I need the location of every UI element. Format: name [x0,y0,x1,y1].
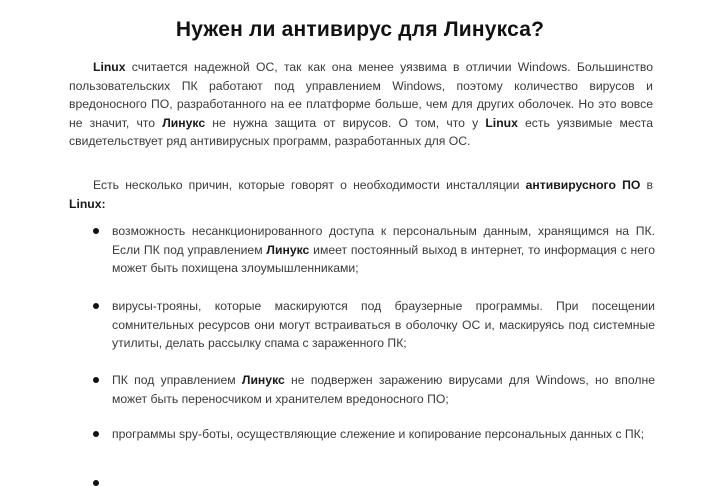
list-item [95,222,655,278]
list-item-text-b: имеет постоянный выход в интернет, то информация с него может быть похищена злоумышленниками; [112,242,655,276]
reasons-intro-paragraph [69,176,653,213]
bullet-icon [93,431,99,437]
bullet-icon [93,377,99,383]
bullet-icon [93,303,99,309]
list-item [95,425,655,444]
list-item-text-a: ПК под управлением [112,373,242,387]
reasons-text-b: в [640,178,653,192]
term-linux-2: Linux [485,115,518,130]
term-linux-3: Linux [69,196,102,211]
list-item-text-b: не подвержен заражению вирусами для Windows, но вполне может быть переносчиком и хранителем вредоносного ПО; [112,373,655,406]
list-item-text [95,425,655,444]
intro-text-c: есть уязвимые места свидетельствует ряд антивирусных программ, разработанных для ОС. [69,115,653,149]
reasons-text-a: Есть несколько причин, которые говорят о необходимости инсталляции [93,178,526,192]
list-item-text-a: возможность несанкционированного доступа к персональным данным, хранящимся на ПК. Если ПК под управлением [112,224,655,257]
list-item-text [95,297,655,353]
intro-paragraph [69,58,653,151]
list-item-term: Линукс [241,373,285,387]
intro-text-a: считается надежной ОС, так как она менее уязвима в отличии Windows. Большинство пользовательских ПК работают под управлением Windows, поэтому количество вирусов и вредоносного ПО, разработанного на ее платформе больше, чем для других оболочек. Но это вовсе не значит, что [69,60,653,130]
list-item-text [95,222,655,278]
bullet-icon [93,480,99,486]
intro-text-b: не нужна защита от вирусов. О том, что у [205,115,486,130]
term-linux: Linux [93,60,126,74]
bullet-icon [93,228,99,234]
term-antivirus: антивирусного ПО [525,178,641,192]
reasons-text-c: : [101,196,106,211]
list-item-term: Линукс [266,242,310,257]
list-item-text-a: программы spy-боты, осуществляющие слежение и копирование персональных данных с ПК; [112,427,645,441]
term-linux-ru: Линукс [162,115,206,130]
list-item [95,297,655,353]
list-item-text-a: вирусы-трояны, которые маскируются под браузерные программы. При посещении сомнительных ресурсов они могут встраиваться в оболочку ОС и, маскируясь под системные утилиты, делать рассылку спама с зараженного ПК; [112,299,655,351]
list-item-text [95,371,655,408]
list-item [95,371,655,408]
page-title: Нужен ли антивирус для Линукса? [175,18,545,41]
